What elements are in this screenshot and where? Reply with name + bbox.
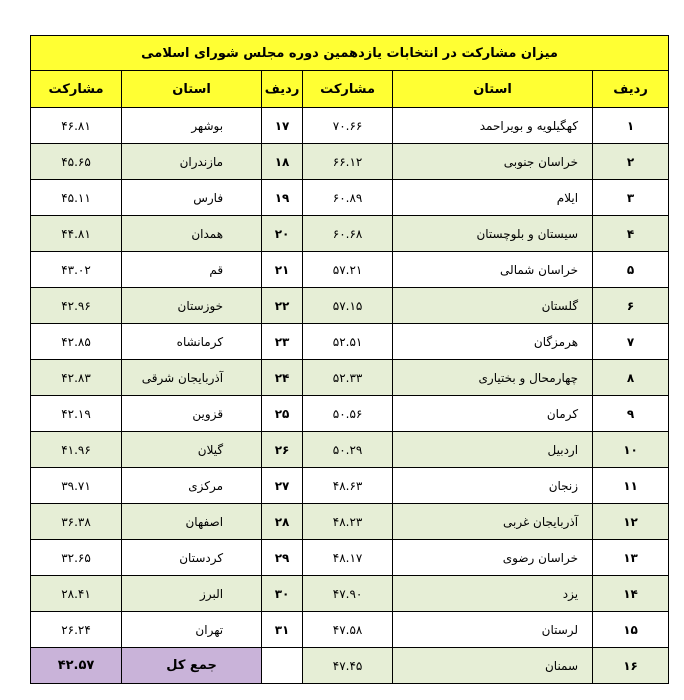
province-cell: کرمان <box>393 396 593 432</box>
province-cell: آذربایجان غربی <box>393 504 593 540</box>
participation-cell: ۴۷.۵۸ <box>303 612 393 648</box>
province-cell: خراسان رضوی <box>393 540 593 576</box>
rank-cell: ۲۳ <box>262 324 303 360</box>
province-cell: چهارمحال و بختیاری <box>393 360 593 396</box>
rank-cell: ۸ <box>593 360 669 396</box>
table-row <box>31 468 669 504</box>
province-cell: همدان <box>122 216 262 252</box>
rank-cell: ۲۲ <box>262 288 303 324</box>
participation-cell: ۴۸.۶۳ <box>303 468 393 504</box>
province-cell: اردبیل <box>393 432 593 468</box>
table-row <box>31 612 669 648</box>
header-province-left: استان <box>122 71 262 108</box>
participation-cell: ۴۵.۱۱ <box>31 180 122 216</box>
rank-cell: ۱۸ <box>262 144 303 180</box>
province-cell: گلستان <box>393 288 593 324</box>
province-cell: هرمزگان <box>393 324 593 360</box>
participation-cell: ۴۶.۸۱ <box>31 108 122 144</box>
table-row <box>31 108 669 144</box>
table-row <box>31 252 669 288</box>
participation-cell: ۵۷.۲۱ <box>303 252 393 288</box>
rank-cell: ۱۵ <box>593 612 669 648</box>
rank-cell: ۹ <box>593 396 669 432</box>
table-row <box>31 180 669 216</box>
table-row <box>31 396 669 432</box>
rank-cell: ۲۹ <box>262 540 303 576</box>
table-title: میزان مشارکت در انتخابات یازدهمین دوره مجلس شورای اسلامی <box>31 36 669 71</box>
table-row <box>31 288 669 324</box>
empty-cell <box>262 648 303 684</box>
province-cell: اصفهان <box>122 504 262 540</box>
rank-cell: ۷ <box>593 324 669 360</box>
province-cell: کردستان <box>122 540 262 576</box>
province-cell: بوشهر <box>122 108 262 144</box>
header-participation-left: مشارکت <box>31 71 122 108</box>
rank-cell: ۲ <box>593 144 669 180</box>
province-cell: قزوین <box>122 396 262 432</box>
participation-cell: ۴۲.۹۶ <box>31 288 122 324</box>
participation-cell: ۳۲.۶۵ <box>31 540 122 576</box>
participation-cell: ۴۴.۸۱ <box>31 216 122 252</box>
rank-cell: ۲۸ <box>262 504 303 540</box>
participation-cell: ۵۲.۵۱ <box>303 324 393 360</box>
province-cell: فارس <box>122 180 262 216</box>
rank-cell: ۲۴ <box>262 360 303 396</box>
participation-cell: ۴۱.۹۶ <box>31 432 122 468</box>
province-cell: البرز <box>122 576 262 612</box>
rank-cell: ۵ <box>593 252 669 288</box>
rank-cell: ۱۰ <box>593 432 669 468</box>
participation-table <box>30 35 669 684</box>
participation-cell: ۴۲.۸۵ <box>31 324 122 360</box>
rank-cell: ۱۳ <box>593 540 669 576</box>
rank-cell: ۴ <box>593 216 669 252</box>
participation-cell: ۷۰.۶۶ <box>303 108 393 144</box>
participation-cell: ۲۸.۴۱ <box>31 576 122 612</box>
participation-cell: ۵۰.۲۹ <box>303 432 393 468</box>
table-row <box>31 576 669 612</box>
province-cell: گیلان <box>122 432 262 468</box>
province-cell: سیستان و بلوچستان <box>393 216 593 252</box>
participation-cell: ۶۰.۶۸ <box>303 216 393 252</box>
header-participation-right: مشارکت <box>303 71 393 108</box>
table-row <box>31 504 669 540</box>
province-cell: لرستان <box>393 612 593 648</box>
participation-cell: ۵۷.۱۵ <box>303 288 393 324</box>
province-cell: یزد <box>393 576 593 612</box>
table-row <box>31 324 669 360</box>
participation-cell: ۶۶.۱۲ <box>303 144 393 180</box>
participation-cell: ۲۶.۲۴ <box>31 612 122 648</box>
table-row <box>31 360 669 396</box>
rank-cell: ۳۰ <box>262 576 303 612</box>
table-row <box>31 432 669 468</box>
participation-cell: ۴۲.۱۹ <box>31 396 122 432</box>
table-row <box>31 648 669 684</box>
province-cell: سمنان <box>393 648 593 684</box>
province-cell: کهگیلویه و بویراحمد <box>393 108 593 144</box>
rank-cell: ۱۲ <box>593 504 669 540</box>
participation-cell: ۵۰.۵۶ <box>303 396 393 432</box>
province-cell: آذربایجان شرقی <box>122 360 262 396</box>
header-province-right: استان <box>393 71 593 108</box>
total-value: ۴۲.۵۷ <box>31 648 122 684</box>
rank-cell: ۱۶ <box>593 648 669 684</box>
table-row <box>31 216 669 252</box>
participation-cell: ۴۲.۸۳ <box>31 360 122 396</box>
province-cell: خراسان جنوبی <box>393 144 593 180</box>
rank-cell: ۲۰ <box>262 216 303 252</box>
participation-cell: ۳۶.۳۸ <box>31 504 122 540</box>
province-cell: خراسان شمالی <box>393 252 593 288</box>
province-cell: تهران <box>122 612 262 648</box>
rank-cell: ۳ <box>593 180 669 216</box>
header-rank-right: ردیف <box>593 71 669 108</box>
table-row <box>31 540 669 576</box>
participation-cell: ۵۲.۳۳ <box>303 360 393 396</box>
participation-cell: ۴۳.۰۲ <box>31 252 122 288</box>
table-row <box>31 144 669 180</box>
rank-cell: ۳۱ <box>262 612 303 648</box>
province-cell: کرمانشاه <box>122 324 262 360</box>
total-label: جمع کل <box>122 648 262 684</box>
rank-cell: ۲۱ <box>262 252 303 288</box>
province-cell: قم <box>122 252 262 288</box>
participation-cell: ۴۸.۲۳ <box>303 504 393 540</box>
province-cell: مازندران <box>122 144 262 180</box>
province-cell: مرکزی <box>122 468 262 504</box>
header-rank-left: ردیف <box>262 71 303 108</box>
rank-cell: ۱ <box>593 108 669 144</box>
rank-cell: ۱۴ <box>593 576 669 612</box>
participation-cell: ۶۰.۸۹ <box>303 180 393 216</box>
participation-cell: ۴۵.۶۵ <box>31 144 122 180</box>
participation-cell: ۴۷.۴۵ <box>303 648 393 684</box>
participation-cell: ۳۹.۷۱ <box>31 468 122 504</box>
rank-cell: ۱۷ <box>262 108 303 144</box>
rank-cell: ۱۱ <box>593 468 669 504</box>
province-cell: ایلام <box>393 180 593 216</box>
rank-cell: ۲۷ <box>262 468 303 504</box>
province-cell: خوزستان <box>122 288 262 324</box>
rank-cell: ۱۹ <box>262 180 303 216</box>
participation-cell: ۴۷.۹۰ <box>303 576 393 612</box>
province-cell: زنجان <box>393 468 593 504</box>
rank-cell: ۶ <box>593 288 669 324</box>
rank-cell: ۲۶ <box>262 432 303 468</box>
rank-cell: ۲۵ <box>262 396 303 432</box>
participation-cell: ۴۸.۱۷ <box>303 540 393 576</box>
